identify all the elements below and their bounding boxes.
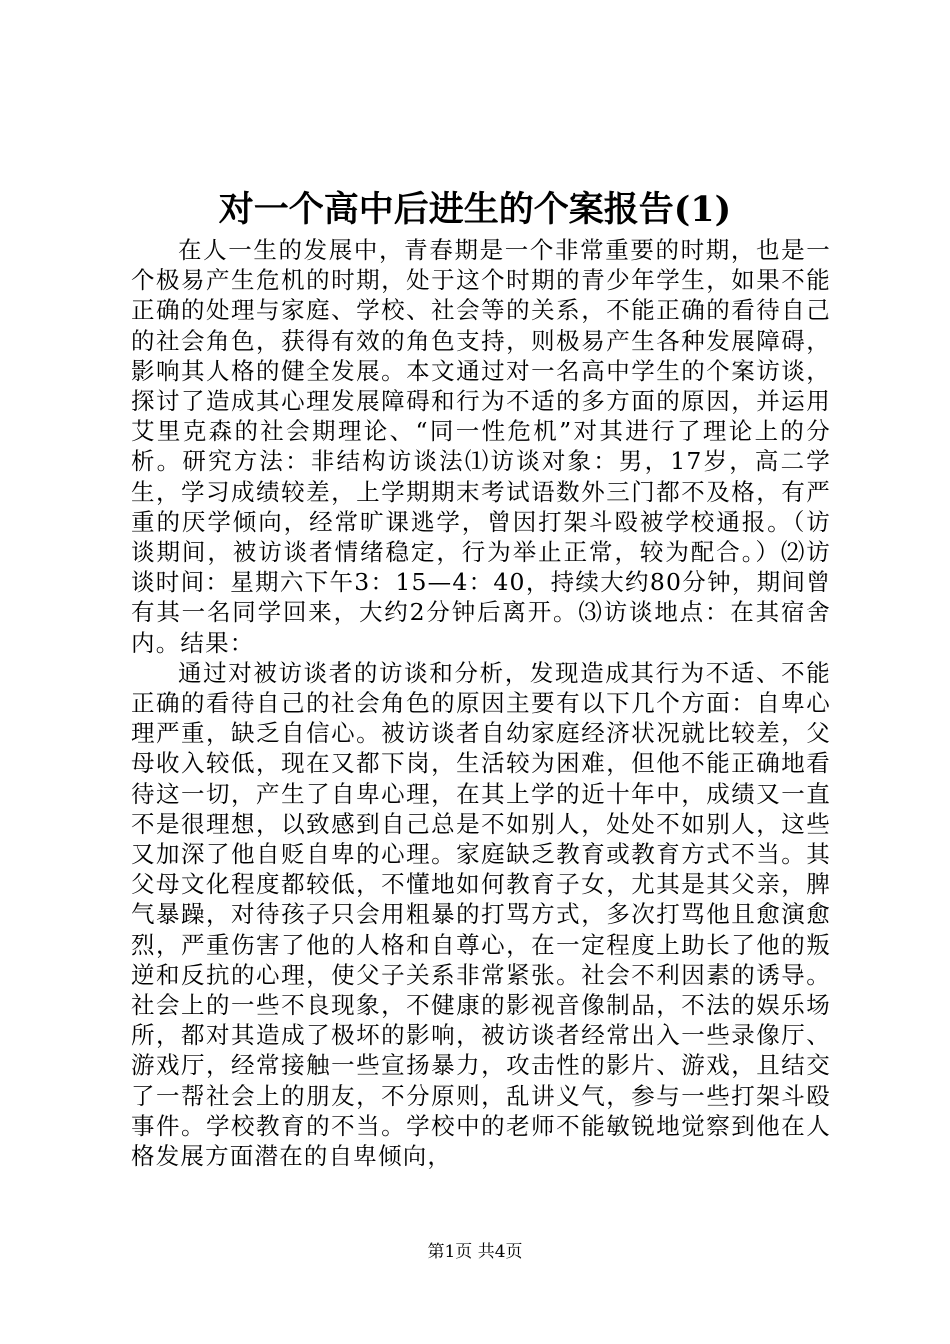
paragraph: 在人一生的发展中，青春期是一个非常重要的时期，也是一个极易产生危机的时期，处于这个时期的青少年学生，如果不能正确的处理与家庭、学校、社会等的关系，不能正确的看待自己的社会角色，获得有效的角色支持，则极易产生各种发展障碍，影响其人格的健全发展。本文通过对一名高中学生的个案访谈，探讨了造成其心理发展障碍和行为不适的多方面的原因，并运用艾里克森的社会期理论、“同一性危机”对其进行了理论上的分析。研究方法：非结构访谈法⑴访谈对象：男，17岁，高二学生，学习成绩较差，上学期期末考试语数外三门都不及格，有严重的厌学倾向，经常旷课逃学，曾因打架斗殴被学校通报。（访谈期间，被访谈者情绪稳定，行为举止正常，较为配合。）⑵访谈时间：星期六下午3：15—4：40，持续大约80分钟，期间曾有其一名同学回来，大约2分钟后离开。⑶访谈地点：在其宿舍内。结果： [131, 236, 831, 657]
page-footer: 第1页 共4页 [427, 1242, 523, 1262]
paragraph: 通过对被访谈者的访谈和分析，发现造成其行为不适、不能正确的看待自己的社会角色的原因主要有以下几个方面：自卑心理严重，缺乏自信心。被访谈者自幼家庭经济状况就比较差，父母收入较低，现在又都下岗，生活较为困难，但他不能正确地看待这一切，产生了自卑心理，在其上学的近十年中，成绩又一直不是很理想，以致感到自己总是不如别人，处处不如别人，这些又加深了他自贬自卑的心理。家庭缺乏教育或教育方式不当。其父母文化程度都较低，不懂地如何教育子女，尤其是其父亲，脾气暴躁，对待孩子只会用粗暴的打骂方式，多次打骂他且愈演愈烈，严重伤害了他的人格和自尊心，在一定程度上助长了他的叛逆和反抗的心理，使父子关系非常紧张。社会不利因素的诱导。社会上的一些不良现象，不健康的影视音像制品，不法的娱乐场所，都对其造成了极坏的影响，被访谈者经常出入一些录像厅、游戏厅，经常接触一些宣扬暴力，攻击性的影片、游戏，且结交了一帮社会上的朋友，不分原则，乱讲义气，参与一些打架斗殴事件。学校教育的不当。学校中的老师不能敏锐地觉察到他在人格发展方面潜在的自卑倾向， [131, 658, 831, 1171]
document-body [131, 235, 831, 1171]
document-title: 对一个高中后进生的个案报告(1) [218, 189, 732, 230]
